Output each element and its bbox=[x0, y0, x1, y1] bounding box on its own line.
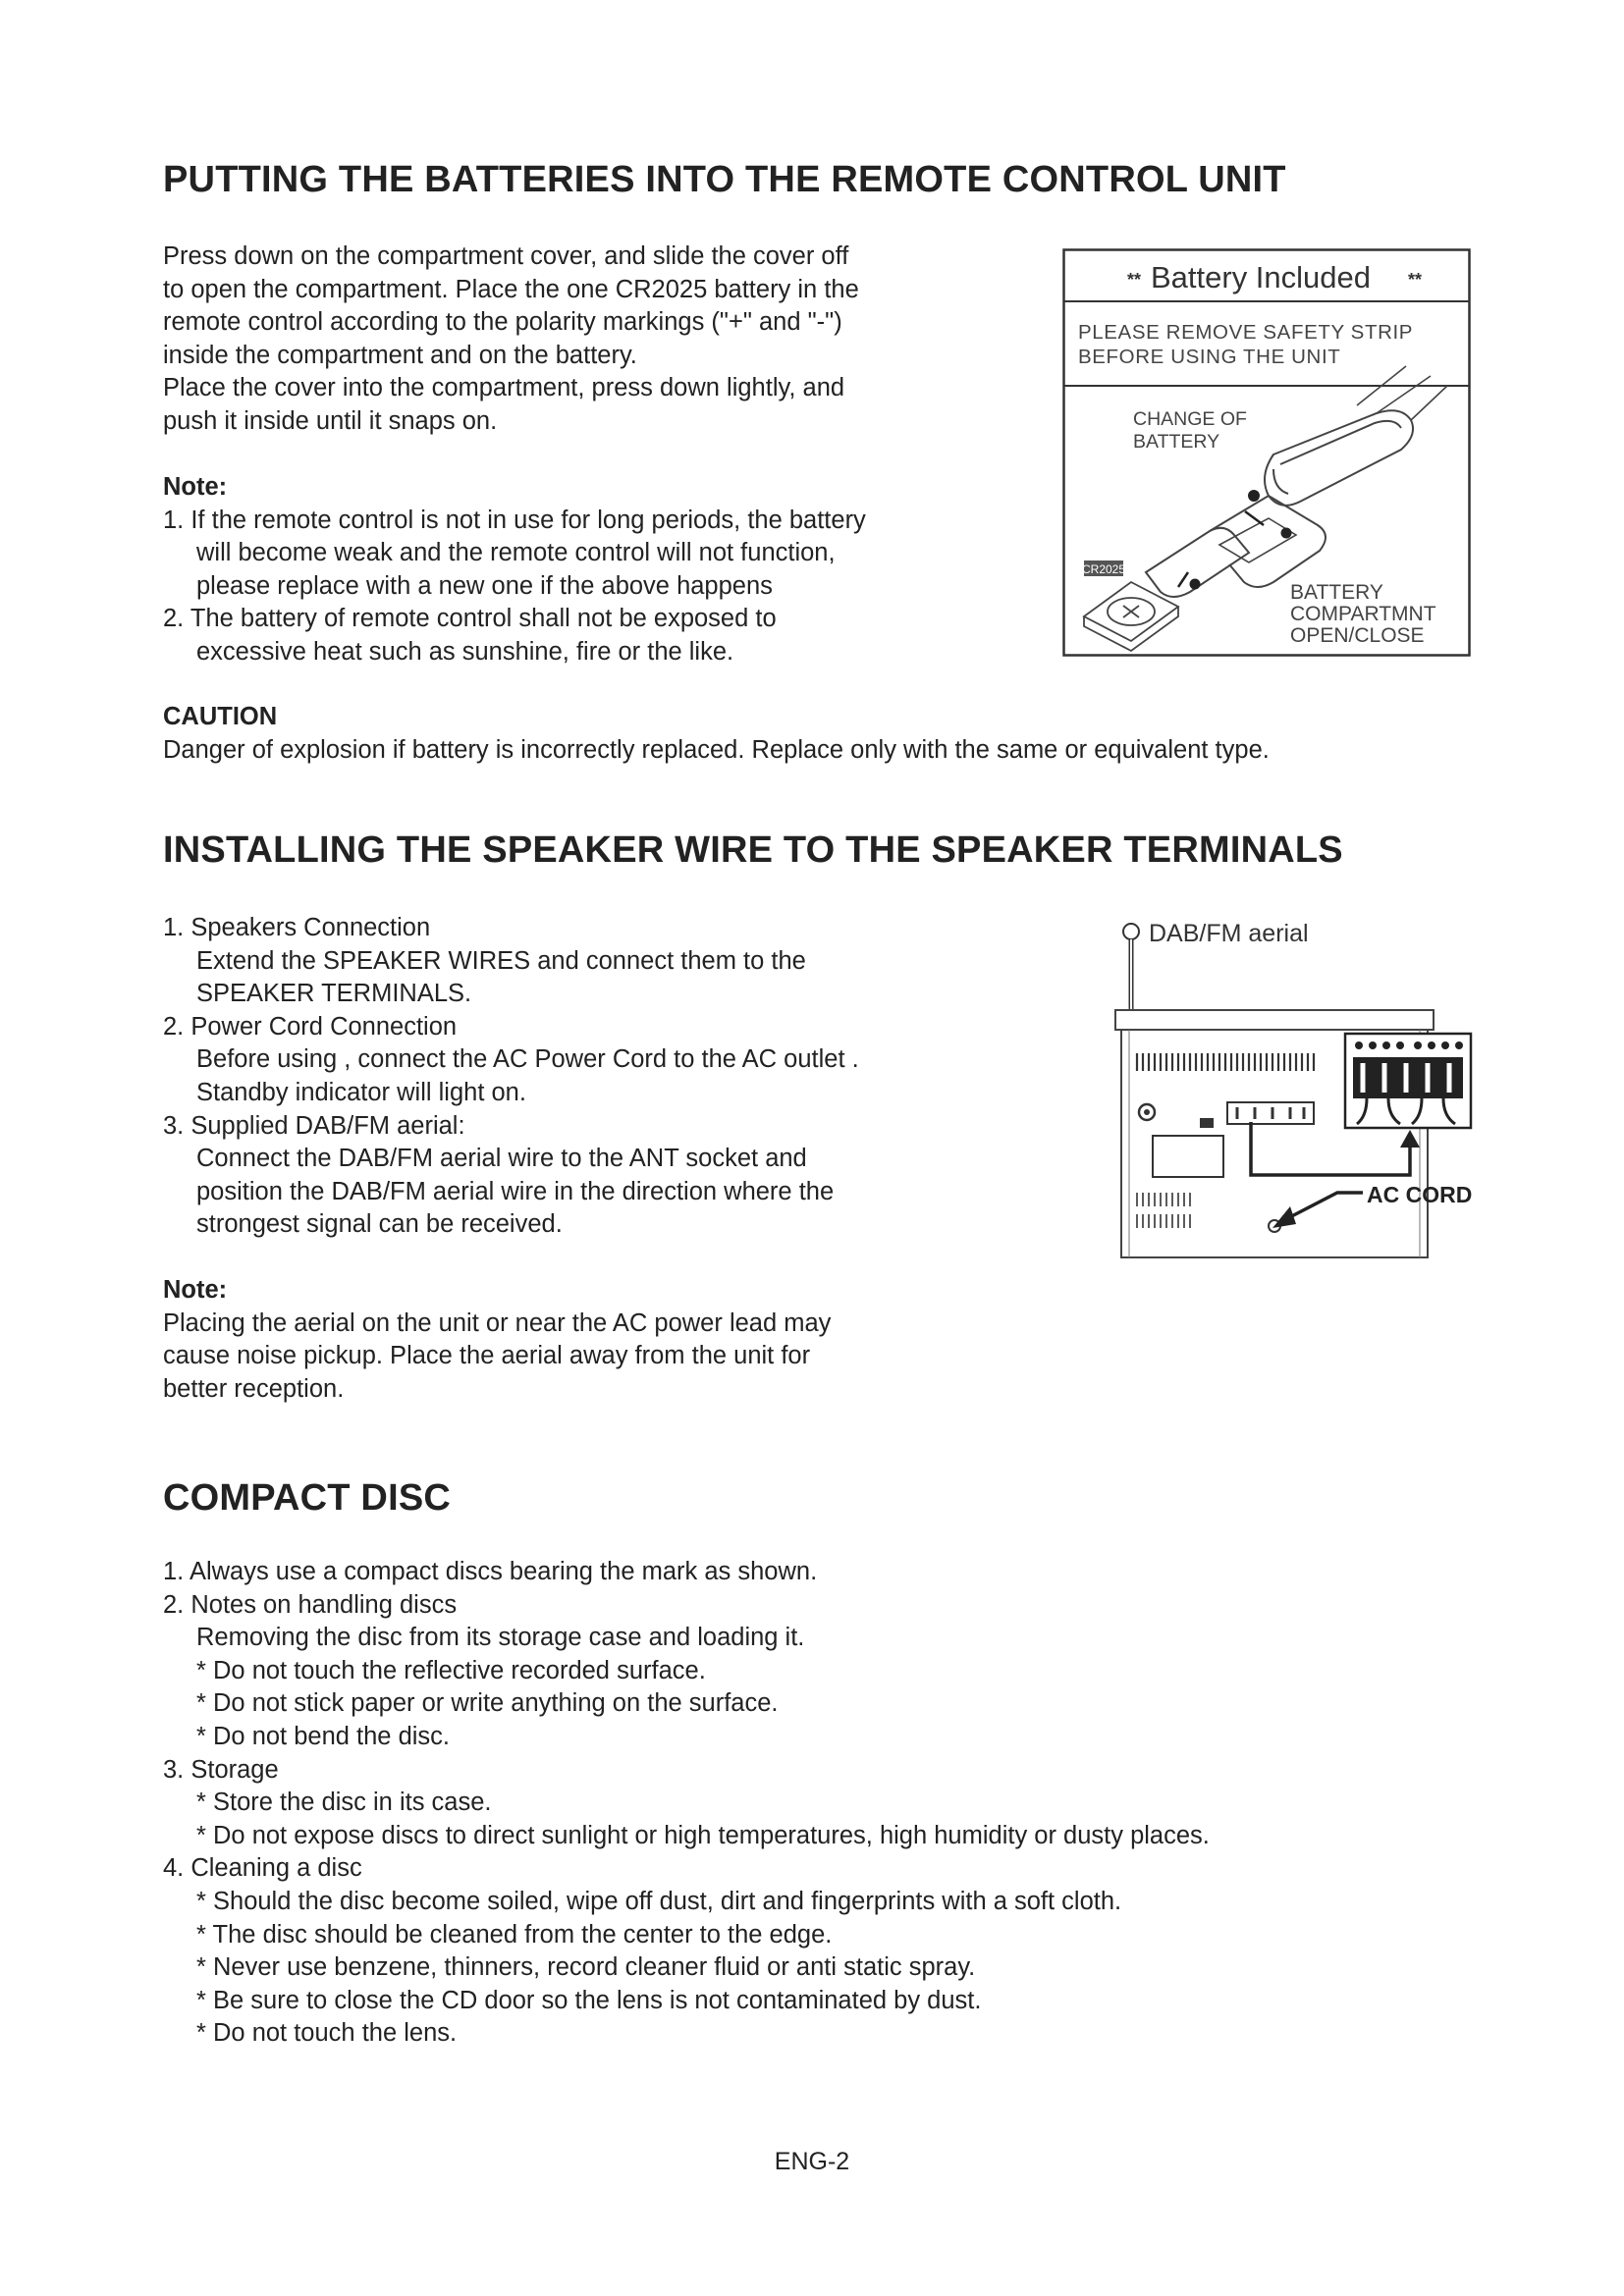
battery-note-line: excessive heat such as sunshine, fire or the like. bbox=[196, 637, 734, 666]
battery-intro bbox=[163, 240, 1047, 439]
compartment-line3: OPEN/CLOSE bbox=[1290, 624, 1425, 647]
speaker-step-line: 3. Supplied DAB/FM aerial: bbox=[163, 1111, 465, 1140]
battery-note-label: Note: bbox=[163, 473, 228, 501]
caution-label: CAUTION bbox=[163, 703, 278, 730]
battery-intro-line: Place the cover into the compartment, press down lightly, and bbox=[163, 374, 845, 402]
battery-note-line: 2. The battery of remote control shall not be exposed to bbox=[163, 605, 777, 633]
speaker-step-line: 2. Power Cord Connection bbox=[163, 1012, 458, 1041]
speaker-section-title: INSTALLING THE SPEAKER WIRE TO THE SPEAKER TERMINALS bbox=[163, 829, 1343, 871]
cd-line: * Never use benzene, thinners, record cleaner fluid or anti static spray. bbox=[196, 1953, 976, 1982]
unit-speaker-terminals bbox=[1227, 1102, 1314, 1124]
cd-line: * Should the disc become soiled, wipe off dust, dirt and fingerprints with a soft cloth. bbox=[196, 1887, 1122, 1915]
cd-instructions bbox=[163, 1556, 1518, 2051]
speaker-step-line: Before using , connect the AC Power Cord to the AC outlet . bbox=[196, 1045, 859, 1074]
change-battery-line1: CHANGE OF bbox=[1133, 408, 1247, 430]
cd-line: * Do not stick paper or write anything on the surface. bbox=[196, 1689, 779, 1718]
ac-cord-label: AC CORD bbox=[1367, 1182, 1473, 1207]
stars-right: ** bbox=[1408, 270, 1423, 290]
compartment-line2: COMPARTMNT bbox=[1290, 603, 1436, 625]
safety-strip-line1: PLEASE REMOVE SAFETY STRIP bbox=[1078, 321, 1414, 344]
speaker-step-line: Standby indicator will light on. bbox=[196, 1078, 526, 1106]
battery-note-line: please replace with a new one if the above happens bbox=[196, 571, 773, 600]
speaker-note bbox=[163, 1274, 1047, 1406]
cd-section-title: COMPACT DISC bbox=[163, 1477, 452, 1519]
speaker-note-line: better reception. bbox=[163, 1374, 345, 1403]
speaker-step-line: 1. Speakers Connection bbox=[163, 914, 431, 941]
cd-line: * Be sure to close the CD door so the lens is not contaminated by dust. bbox=[196, 1986, 982, 2014]
cd-line: 1. Always use a compact discs bearing the mark as shown. bbox=[163, 1558, 818, 1585]
battery-intro-line: remote control according to the polarity markings ("+" and "-") bbox=[163, 308, 842, 337]
cd-line: 2. Notes on handling discs bbox=[163, 1590, 458, 1619]
cd-line: 4. Cleaning a disc bbox=[163, 1854, 362, 1883]
speaker-step-line: position the DAB/FM aerial wire in the direction where the bbox=[196, 1177, 835, 1205]
cd-line: * Store the disc in its case. bbox=[196, 1789, 492, 1817]
cr2025-label: CR2025 bbox=[1081, 562, 1126, 576]
page-number: ENG-2 bbox=[774, 2148, 850, 2175]
battery-figure bbox=[1062, 248, 1473, 659]
rear-panel-figure bbox=[1110, 908, 1502, 1271]
speaker-note-label: Note: bbox=[163, 1276, 228, 1304]
cd-line: * The disc should be cleaned from the center to the edge. bbox=[196, 1920, 833, 1949]
stars-left: ** bbox=[1127, 270, 1142, 290]
aerial-label: DAB/FM aerial bbox=[1149, 920, 1309, 947]
speaker-step-line: Extend the SPEAKER WIRES and connect them to the bbox=[196, 946, 806, 975]
change-battery-line2: BATTERY bbox=[1133, 431, 1220, 453]
cd-line: * Do not touch the reflective recorded surface. bbox=[196, 1656, 706, 1684]
battery-intro-line: inside the compartment and on the battery. bbox=[163, 341, 637, 369]
speaker-note-line: cause noise pickup. Place the aerial away from the unit for bbox=[163, 1342, 811, 1370]
speaker-steps bbox=[163, 912, 1047, 1242]
bullet-dot bbox=[1248, 490, 1260, 502]
battery-intro-line: to open the compartment. Place the one CR2025 battery in the bbox=[163, 275, 859, 303]
cd-line: Removing the disc from its storage case and loading it. bbox=[196, 1624, 805, 1652]
caution-text: Danger of explosion if battery is incorrectly replaced. Replace only with the same or equivalent type. bbox=[163, 735, 1270, 764]
speaker-step-line: Connect the DAB/FM aerial wire to the ANT socket and bbox=[196, 1145, 807, 1173]
battery-included-label: Battery Included bbox=[1150, 260, 1372, 294]
bullet-dot bbox=[1281, 528, 1292, 539]
battery-intro-line: Press down on the compartment cover, and slide the cover off bbox=[163, 242, 849, 270]
aerial-plug-icon bbox=[1123, 924, 1139, 939]
speaker-step-line: SPEAKER TERMINALS. bbox=[196, 980, 472, 1008]
caution-block bbox=[163, 701, 1489, 767]
battery-intro-line: push it inside until it snaps on. bbox=[163, 406, 498, 435]
cd-line: * Do not touch the lens. bbox=[196, 2019, 458, 2048]
battery-diagram bbox=[1062, 248, 1473, 659]
battery-notes bbox=[163, 471, 1047, 669]
bullet-dot bbox=[1190, 579, 1201, 590]
safety-strip-line2: BEFORE USING THE UNIT bbox=[1078, 346, 1341, 368]
cd-line: * Do not bend the disc. bbox=[196, 1722, 451, 1750]
speaker-step-line: strongest signal can be received. bbox=[196, 1210, 563, 1239]
compartment-line1: BATTERY bbox=[1290, 581, 1383, 604]
speaker-note-line: Placing the aerial on the unit or near the AC power lead may bbox=[163, 1308, 832, 1337]
rear-panel-diagram bbox=[1110, 908, 1502, 1271]
cd-line: * Do not expose discs to direct sunlight or high temperatures, high humidity or dusty places. bbox=[196, 1821, 1210, 1849]
battery-section-title: PUTTING THE BATTERIES INTO THE REMOTE CONTROL UNIT bbox=[163, 159, 1286, 200]
cd-line: 3. Storage bbox=[163, 1755, 279, 1784]
battery-note-line: will become weak and the remote control will not function, bbox=[196, 539, 836, 567]
battery-note-line: 1. If the remote control is not in use for long periods, the battery bbox=[163, 506, 866, 534]
unit-top bbox=[1115, 1010, 1434, 1030]
